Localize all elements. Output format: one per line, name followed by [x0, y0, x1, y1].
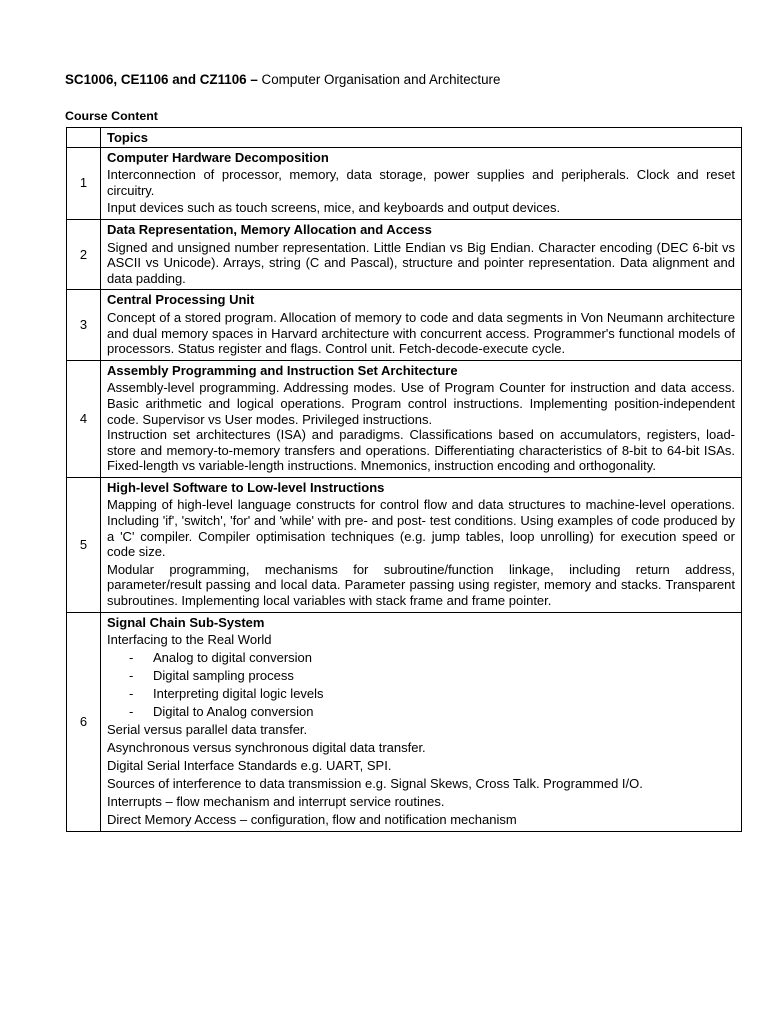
topic-content — [101, 612, 742, 831]
bullet-text: Digital to Analog conversion — [153, 704, 314, 720]
bullet-item — [107, 704, 735, 720]
topic-content — [101, 290, 742, 360]
bullet-marker: - — [129, 650, 134, 666]
topic-title: Signal Chain Sub-System — [107, 614, 265, 630]
topic-number: 5 — [67, 477, 101, 612]
topic-paragraph: Interconnection of processor, memory, data storage, power supplies and peripherals. Clock and reset circuitry. — [107, 167, 735, 198]
topic-title: Central Processing Unit — [107, 292, 255, 308]
topic-line: Interrupts – flow mechanism and interrupt service routines. — [107, 794, 445, 810]
topic-paragraph: Modular programming, mechanisms for subroutine/function linkage, including return address, parameter/result passing and local data. Parameter passing using register, memory and stacks. Transparent subroutines. Implementing local variables with stack frame and frame pointer. — [107, 561, 735, 609]
bullet-item — [107, 650, 735, 666]
topic-line: Serial versus parallel data transfer. — [107, 722, 308, 738]
topic-content — [101, 360, 742, 477]
topic-title: Computer Hardware Decomposition — [107, 149, 329, 165]
topic-row — [67, 147, 742, 219]
section-heading: Course Content — [65, 109, 158, 123]
topic-number: 3 — [67, 290, 101, 360]
table-header-row — [67, 128, 742, 148]
topic-content — [101, 147, 742, 219]
topic-number: 1 — [67, 147, 101, 219]
topic-paragraph: Mapping of high-level language constructs for control flow and data structures to machine-level operations. Including 'if', 'switch', 'for' and 'while' with pre- and post- test conditions. Using examples of code produced by a 'C' compiler. Compiler optimisation techniques (e.g. jump tables, loop unrolling) for execution speed or code size. — [107, 497, 735, 560]
topic-paragraph: Input devices such as touch screens, mice, and keyboards and output devices. — [107, 200, 561, 216]
bullet-item — [107, 686, 735, 702]
bullet-marker: - — [129, 704, 134, 720]
topic-row — [67, 477, 742, 612]
topic-row — [67, 612, 742, 831]
topic-number: 2 — [67, 219, 101, 289]
topic-number: 4 — [67, 360, 101, 477]
bullet-marker: - — [129, 686, 134, 702]
bullet-text: Interpreting digital logic levels — [153, 686, 324, 702]
topic-paragraph: Signed and unsigned number representation. Little Endian vs Big Endian. Character encoding (DEC 6-bit vs ASCII vs Unicode). Arrays, string (C and Pascal), structure and pointer representation. Data alignment and data padding. — [107, 239, 735, 286]
topic-title: High-level Software to Low-level Instructions — [107, 479, 385, 495]
course-code: SC1006, CE1106 and CZ1106 – — [65, 72, 258, 87]
topic-paragraph: Instruction set architectures (ISA) and paradigms. Classifications based on accumulators, registers, load-store and memory-to-memory transfers and operations. Differentiating characteristics of 8-bit to 64-bit ISAs. Fixed-length vs variable-length instructions. Mnemonics, instruction encoding and orthogonality. — [107, 427, 735, 474]
topic-row — [67, 360, 742, 477]
topic-line: Sources of interference to data transmission e.g. Signal Skews, Cross Talk. Programmed I/O. — [107, 776, 643, 792]
topic-paragraph: Assembly-level programming. Addressing modes. Use of Program Counter for instruction and data access. Basic arithmetic and logical operations. Program control instructions. Implementing position-independent code. Supervisor vs User modes. Privileged instructions. — [107, 380, 735, 427]
course-name: Computer Organisation and Architecture — [257, 72, 501, 87]
topic-line: Digital Serial Interface Standards e.g. UART, SPI. — [107, 758, 392, 774]
topic-row — [67, 290, 742, 360]
bullet-text: Digital sampling process — [153, 668, 294, 684]
topic-paragraph: Concept of a stored program. Allocation of memory to code and data segments in Von Neumann architecture and dual memory spaces in Harvard architecture with concurrent access. Programmer's functional models of processors. Status register and flags. Control unit. Fetch-decode-execute cycle. — [107, 309, 735, 357]
topic-number: 6 — [67, 612, 101, 831]
topic-title: Assembly Programming and Instruction Set Architecture — [107, 362, 458, 378]
topic-content — [101, 219, 742, 289]
course-content-table — [66, 127, 742, 832]
bullet-text: Analog to digital conversion — [153, 650, 312, 666]
bullet-marker: - — [129, 668, 134, 684]
header-empty-cell — [67, 128, 101, 148]
topic-line: Asynchronous versus synchronous digital data transfer. — [107, 740, 426, 756]
topic-row — [67, 219, 742, 289]
topic-content — [101, 477, 742, 612]
topic-line: Direct Memory Access – configuration, flow and notification mechanism — [107, 812, 517, 828]
topics-column-header: Topics — [101, 128, 742, 148]
course-title — [65, 71, 500, 88]
topic-line: Interfacing to the Real World — [107, 632, 272, 648]
bullet-item — [107, 668, 735, 684]
topic-title: Data Representation, Memory Allocation and Access — [107, 221, 432, 237]
